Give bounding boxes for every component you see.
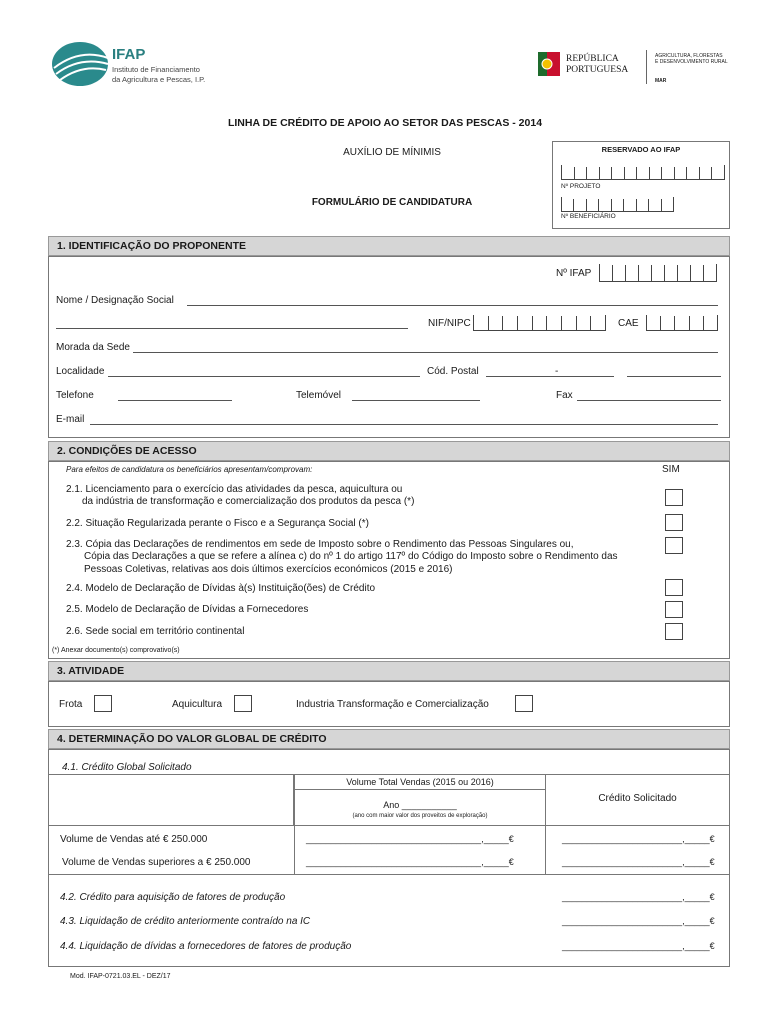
sim-header: SIM bbox=[662, 464, 680, 475]
beneficiario-label: Nº BENEFICIÁRIO bbox=[561, 213, 616, 220]
condition-2-2-checkbox[interactable] bbox=[665, 514, 683, 531]
condition-2-3-checkbox[interactable] bbox=[665, 537, 683, 554]
condition-2-1a: 2.1. Licenciamento para o exercício das atividades da pesca, aquicultura ou bbox=[66, 484, 403, 495]
condition-2-1b: da indústria de transformação e comercialização dos produtos da pesca (*) bbox=[82, 496, 415, 507]
republica-text-1: REPÚBLICA bbox=[566, 54, 619, 64]
table-divider-v2 bbox=[545, 825, 546, 875]
ano-note: (ano com maior valor dos proveitos de exploração) bbox=[352, 813, 488, 819]
condition-2-3a: 2.3. Cópia das Declarações de rendimentos em sede de Imposto sobre o Rendimento das Pessoas Singulares ou, bbox=[66, 539, 574, 550]
header-divider bbox=[646, 50, 647, 84]
section-4-3-title: 4.3. Liquidação de crédito anteriormente contraído na IC bbox=[60, 916, 311, 927]
section-2-note: (*) Anexar documento(s) comprovativo(s) bbox=[52, 647, 180, 654]
section-3-header: 3. ATIVIDADE bbox=[48, 661, 730, 681]
morada-label: Morada da Sede bbox=[56, 342, 130, 353]
form-title: FORMULÁRIO DE CANDIDATURA bbox=[311, 197, 473, 208]
condition-2-3b: Cópia das Declarações a que se refere a alínea c) do nº 1 do artigo 117º do Código do Imposto sobre o Rendimento das bbox=[84, 551, 618, 562]
condition-2-2: 2.2. Situação Regularizada perante o Fisco e a Segurança Social (*) bbox=[66, 518, 369, 529]
page-subtitle: AUXÍLIO DE MÍNIMIS bbox=[343, 147, 441, 158]
reserved-title: RESERVADO AO IFAP bbox=[601, 145, 681, 154]
row-2-credito-field[interactable]: ________________________,_____€ bbox=[562, 857, 715, 867]
section-4-header: 4. DETERMINAÇÃO DO VALOR GLOBAL DE CRÉDITO bbox=[48, 729, 730, 749]
page-title: LINHA DE CRÉDITO DE APOIO AO SETOR DAS PESCAS - 2014 bbox=[227, 117, 543, 129]
cae-label: CAE bbox=[618, 318, 639, 329]
cae-digits[interactable] bbox=[646, 315, 718, 331]
row-1-label: Volume de Vendas até € 250.000 bbox=[60, 834, 208, 845]
email-label: E-mail bbox=[56, 414, 85, 425]
ministry-text-3: MAR bbox=[655, 78, 667, 84]
section-1-frame bbox=[48, 256, 730, 438]
section-4-4-title: 4.4. Liquidação de dívidas a fornecedores de fatores de produção bbox=[60, 941, 352, 952]
cod-postal-field-1[interactable] bbox=[486, 376, 614, 377]
industria-checkbox[interactable] bbox=[515, 695, 533, 712]
cod-postal-field-2[interactable] bbox=[627, 376, 721, 377]
projeto-digits[interactable] bbox=[561, 165, 725, 180]
condition-2-5-checkbox[interactable] bbox=[665, 601, 683, 618]
section-4-1-title: 4.1. Crédito Global Solicitado bbox=[62, 762, 192, 773]
row-1-credito-field[interactable]: ________________________,_____€ bbox=[562, 834, 715, 844]
telemovel-label: Telemóvel bbox=[296, 390, 342, 401]
section-4-2-title: 4.2. Crédito para aquisição de fatores de produção bbox=[60, 892, 286, 903]
row-2-label: Volume de Vendas superiores a € 250.000 bbox=[62, 857, 251, 868]
ifap-subtitle-1: Instituto de Financiamento bbox=[112, 65, 200, 74]
ministry-text-1: AGRICULTURA, FLORESTAS bbox=[655, 53, 723, 59]
row-2-volume-field[interactable]: ___________________________________,_____€ bbox=[306, 857, 514, 867]
ano-field[interactable]: Ano ___________ bbox=[383, 800, 457, 810]
section-2-intro: Para efeitos de candidatura os beneficiários apresentam/comprovam: bbox=[66, 465, 313, 474]
condition-2-6: 2.6. Sede social em território continental bbox=[66, 626, 245, 637]
condition-2-3c: Pessoas Coletivas, relativas aos dois últimos exercícios económicos (2015 e 2016) bbox=[84, 564, 453, 575]
beneficiario-digits[interactable] bbox=[561, 197, 674, 212]
republica-text-2: PORTUGUESA bbox=[566, 65, 629, 75]
nome-label: Nome / Designação Social bbox=[56, 295, 174, 306]
aquicultura-label: Aquicultura bbox=[172, 699, 223, 710]
nif-label: NIF/NIPC bbox=[428, 318, 471, 329]
aquicultura-checkbox[interactable] bbox=[234, 695, 252, 712]
cod-postal-dash: - bbox=[555, 366, 559, 377]
ifap-number-digits[interactable] bbox=[599, 264, 717, 282]
footer-form-code: Mod. IFAP-0721.03.EL - DEZ/17 bbox=[70, 973, 171, 980]
condition-2-6-checkbox[interactable] bbox=[665, 623, 683, 640]
projeto-label: Nº PROJETO bbox=[561, 183, 601, 190]
fax-label: Fax bbox=[556, 390, 573, 401]
volume-header: Volume Total Vendas (2015 ou 2016) bbox=[346, 777, 494, 787]
section-2-header: 2. CONDIÇÕES DE ACESSO bbox=[48, 441, 730, 461]
email-field[interactable] bbox=[90, 424, 718, 425]
industria-label: Industria Transformação e Comercialização bbox=[296, 699, 489, 710]
section-4-3-field[interactable]: ________________________,_____€ bbox=[562, 916, 715, 926]
cod-postal-label: Cód. Postal bbox=[427, 366, 479, 377]
localidade-label: Localidade bbox=[56, 366, 105, 377]
row-1-volume-field[interactable]: ___________________________________,_____€ bbox=[306, 834, 514, 844]
ifap-subtitle-2: da Agricultura e Pescas, I.P. bbox=[112, 75, 206, 84]
section-4-2-field[interactable]: ________________________,_____€ bbox=[562, 892, 715, 902]
condition-2-4-checkbox[interactable] bbox=[665, 579, 683, 596]
ifap-name: IFAP bbox=[112, 46, 146, 63]
ifap-number-label: Nº IFAP bbox=[556, 268, 592, 279]
credit-table-top-left bbox=[48, 774, 294, 826]
condition-2-1-checkbox[interactable] bbox=[665, 489, 683, 506]
section-1-header: 1. IDENTIFICAÇÃO DO PROPONENTE bbox=[48, 236, 730, 256]
nif-digits[interactable] bbox=[473, 315, 606, 331]
telefone-field[interactable] bbox=[118, 400, 232, 401]
section-4-4-field[interactable]: ________________________,_____€ bbox=[562, 941, 715, 951]
nome-field[interactable] bbox=[187, 305, 718, 306]
frota-checkbox[interactable] bbox=[94, 695, 112, 712]
table-divider-v1 bbox=[294, 825, 295, 875]
ministry-text-2: E DESENVOLVIMENTO RURAL bbox=[655, 59, 728, 65]
nome-continuation-field[interactable] bbox=[56, 328, 408, 329]
ifap-logo bbox=[50, 40, 120, 88]
localidade-field[interactable] bbox=[108, 376, 420, 377]
condition-2-4: 2.4. Modelo de Declaração de Dívidas à(s) Instituição(ões) de Crédito bbox=[66, 583, 376, 594]
fax-field[interactable] bbox=[577, 400, 721, 401]
telefone-label: Telefone bbox=[56, 390, 94, 401]
condition-2-5: 2.5. Modelo de Declaração de Dívidas a Fornecedores bbox=[66, 604, 309, 615]
credito-header: Crédito Solicitado bbox=[598, 793, 677, 804]
frota-label: Frota bbox=[59, 699, 83, 710]
telemovel-field[interactable] bbox=[352, 400, 480, 401]
morada-field[interactable] bbox=[133, 352, 718, 353]
republica-emblem-icon bbox=[538, 52, 560, 76]
